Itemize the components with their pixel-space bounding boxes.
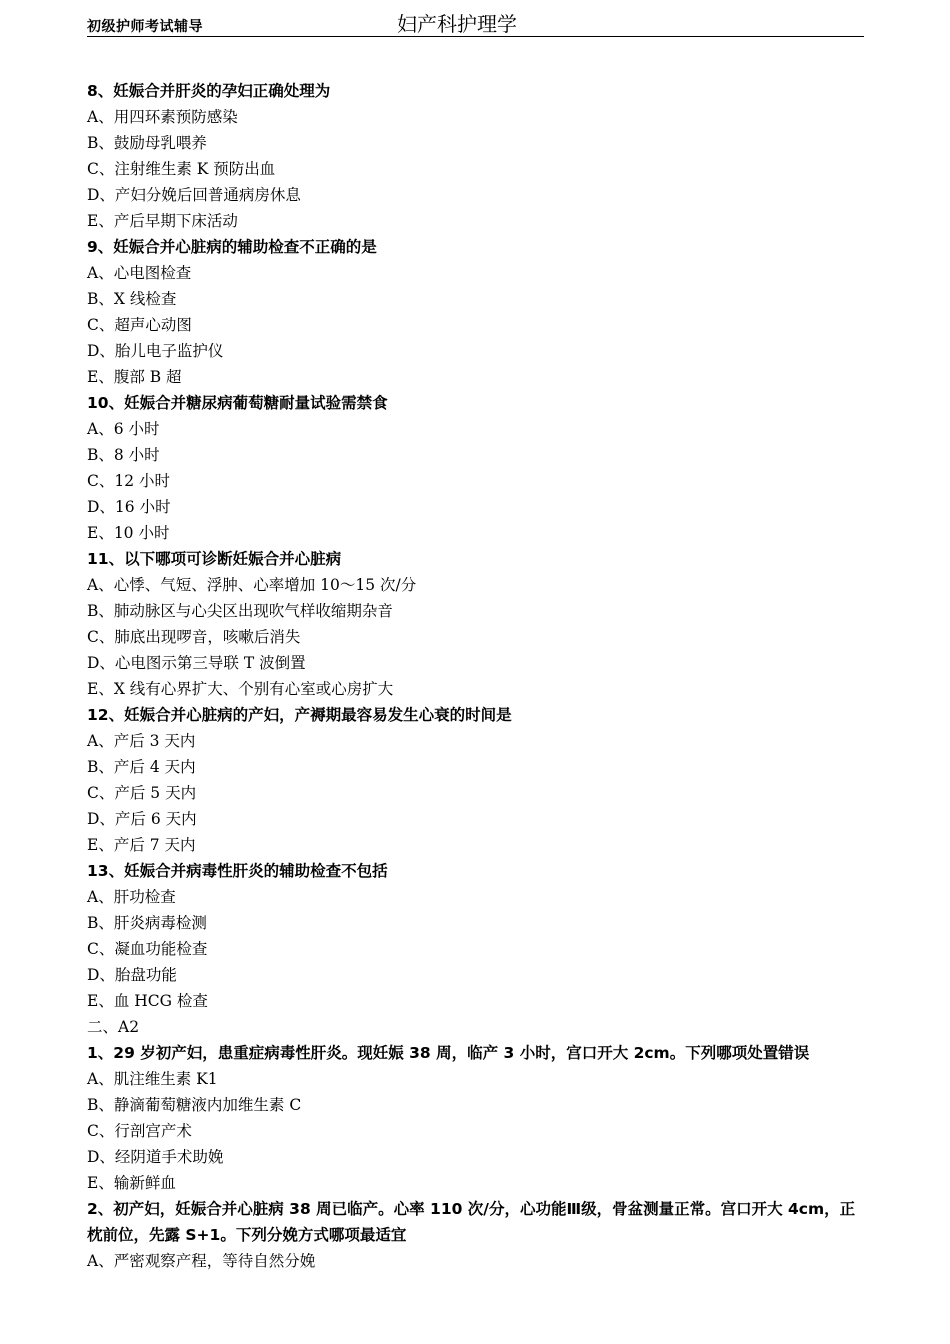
- answer-option: A、6 小时: [87, 420, 160, 438]
- section-heading: 二、A2: [87, 1018, 140, 1036]
- question-stem: 8、妊娠合并肝炎的孕妇正确处理为: [87, 82, 331, 100]
- answer-option: D、经阴道手术助娩: [87, 1148, 224, 1166]
- page-header: [87, 8, 864, 37]
- answer-option: A、心悸、气短、浮肿、心率增加 10～15 次/分: [87, 576, 417, 594]
- answer-option: D、16 小时: [87, 498, 171, 516]
- question-stem: 11、以下哪项可诊断妊娠合并心脏病: [87, 550, 342, 568]
- header-course-name: 初级护师考试辅导: [87, 19, 203, 35]
- answer-option: D、胎盘功能: [87, 966, 177, 984]
- answer-option: B、鼓励母乳喂养: [87, 134, 207, 152]
- answer-option: A、用四环素预防感染: [87, 108, 238, 126]
- answer-option: A、心电图检查: [87, 264, 192, 282]
- answer-option: D、心电图示第三导联 T 波倒置: [87, 654, 306, 672]
- question-stem: 2、初产妇，妊娠合并心脏病 38 周已临产。心率 110 次/分，心功能Ⅲ级，骨盆测量正常。宫口开大 4cm，正枕前位，先露 S+1。下列分娩方式哪项最适宜: [87, 1200, 856, 1244]
- question-stem: 10、妊娠合并糖尿病葡萄糖耐量试验需禁食: [87, 394, 388, 412]
- answer-option: C、肺底出现啰音，咳嗽后消失: [87, 628, 301, 646]
- answer-option: C、注射维生素 K 预防出血: [87, 160, 276, 178]
- answer-option: B、X 线检查: [87, 290, 177, 308]
- answer-option: E、血 HCG 检查: [87, 992, 208, 1010]
- answer-option: E、输新鲜血: [87, 1174, 176, 1192]
- answer-option: B、8 小时: [87, 446, 160, 464]
- answer-option: B、肝炎病毒检测: [87, 914, 207, 932]
- question-stem: 13、妊娠合并病毒性肝炎的辅助检查不包括: [87, 862, 388, 880]
- answer-option: A、严密观察产程，等待自然分娩: [87, 1252, 316, 1270]
- answer-option: A、肌注维生素 K1: [87, 1070, 218, 1088]
- answer-option: B、肺动脉区与心尖区出现吹气样收缩期杂音: [87, 602, 393, 620]
- answer-option: D、产后 6 天内: [87, 810, 197, 828]
- answer-option: B、静滴葡萄糖液内加维生素 C: [87, 1096, 302, 1114]
- answer-option: B、产后 4 天内: [87, 758, 196, 776]
- question-stem: 1、29 岁初产妇，患重症病毒性肝炎。现妊娠 38 周，临产 3 小时，宫口开大 2cm。下列哪项处置错误: [87, 1044, 810, 1062]
- answer-option: D、胎儿电子监护仪: [87, 342, 224, 360]
- answer-option: E、10 小时: [87, 524, 170, 542]
- question-content: [87, 78, 865, 1274]
- answer-option: D、产妇分娩后回普通病房休息: [87, 186, 301, 204]
- answer-option: C、凝血功能检查: [87, 940, 208, 958]
- header-title: 妇产科护理学: [397, 12, 517, 36]
- question-stem: 12、妊娠合并心脏病的产妇，产褥期最容易发生心衰的时间是: [87, 706, 512, 724]
- answer-option: A、产后 3 天内: [87, 732, 196, 750]
- answer-option: E、产后 7 天内: [87, 836, 196, 854]
- answer-option: C、行剖宫产术: [87, 1122, 192, 1140]
- answer-option: C、产后 5 天内: [87, 784, 197, 802]
- answer-option: A、肝功检查: [87, 888, 176, 906]
- answer-option: C、超声心动图: [87, 316, 192, 334]
- answer-option: C、12 小时: [87, 472, 171, 490]
- answer-option: E、腹部 B 超: [87, 368, 182, 386]
- answer-option: E、X 线有心界扩大、个别有心室或心房扩大: [87, 680, 394, 698]
- question-stem: 9、妊娠合并心脏病的辅助检查不正确的是: [87, 238, 377, 256]
- answer-option: E、产后早期下床活动: [87, 212, 238, 230]
